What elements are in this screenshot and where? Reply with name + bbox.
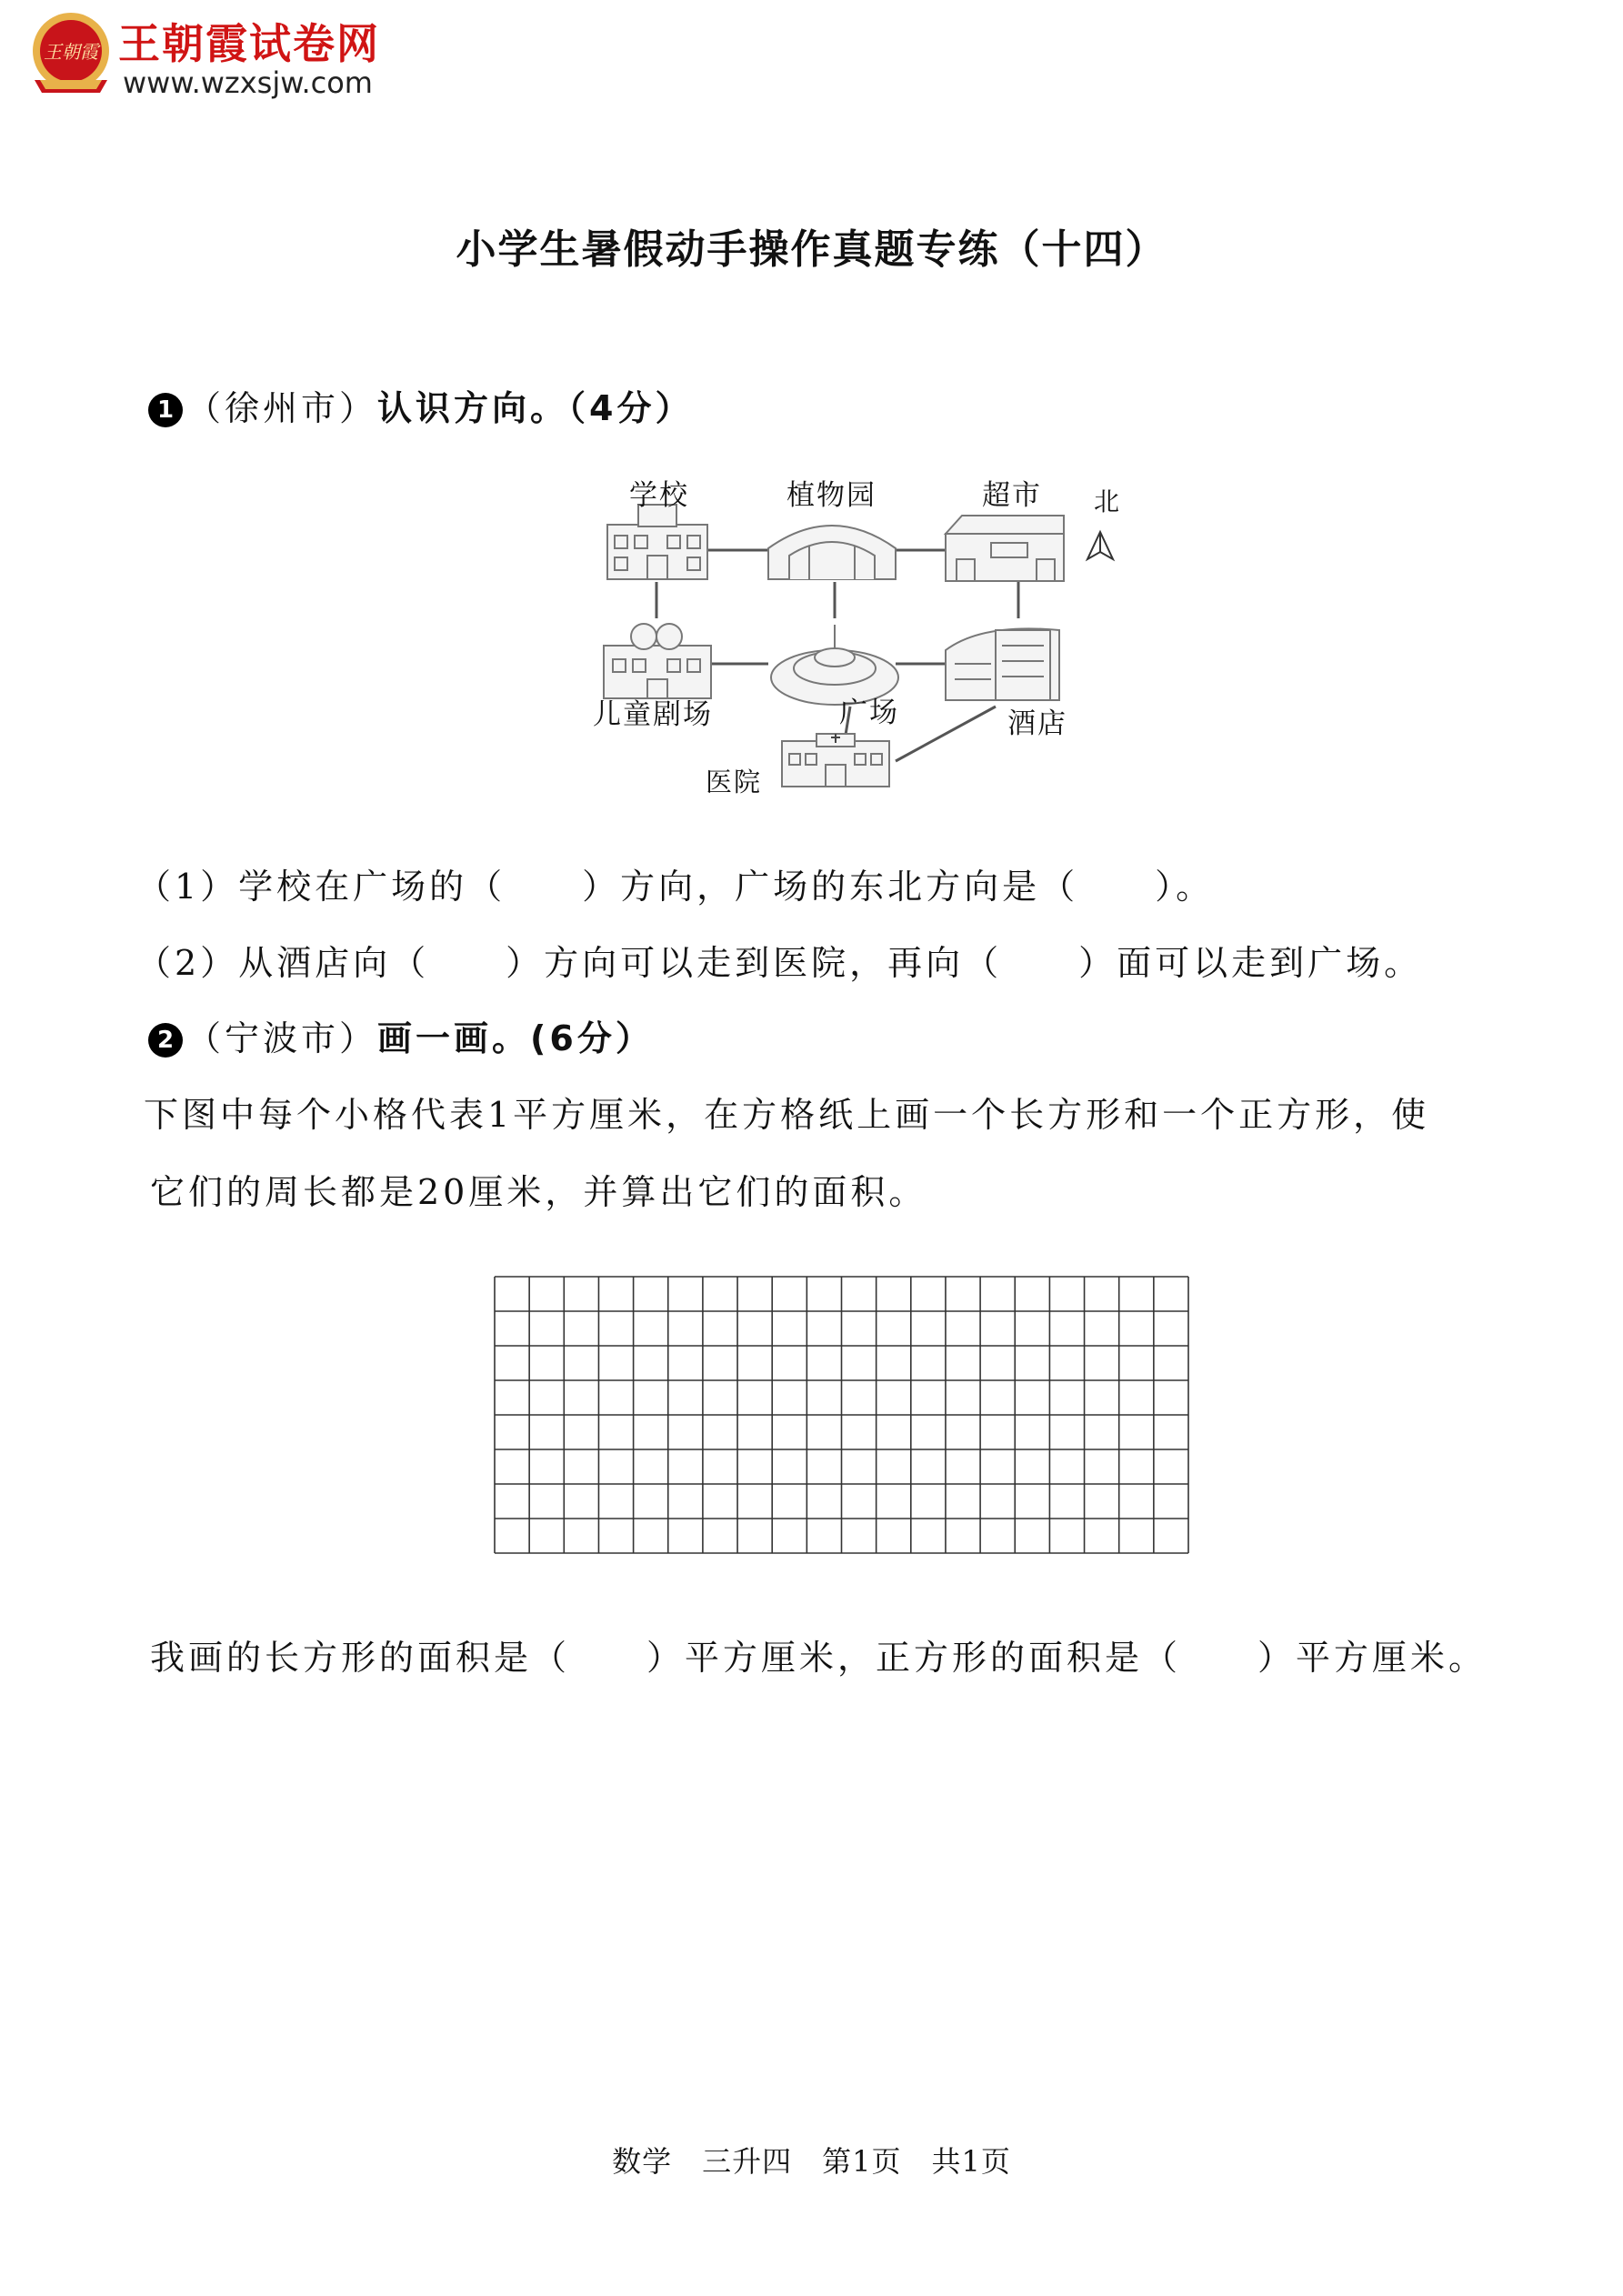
label-garden: 植物园 <box>786 479 877 512</box>
hospital-building-icon <box>782 734 889 787</box>
label-hotel: 酒店 <box>1007 707 1067 740</box>
q2-number-badge: 2 <box>148 1023 183 1058</box>
logo-name: 王朝霞试卷网 <box>118 19 380 68</box>
label-hospital: 医院 <box>706 767 763 797</box>
site-logo <box>27 9 500 109</box>
seal-text: 王朝霞 <box>44 41 98 63</box>
q1-sub1: （1）学校在广场的（ ）方向，广场的东北方向是（ ）。 <box>136 867 1215 907</box>
q2-source: （宁波市） <box>186 1018 378 1058</box>
school-building-icon <box>607 505 707 579</box>
label-theatre: 儿童剧场 <box>593 698 713 731</box>
q1-sub2: （2）从酒店向（ ）方向可以走到医院，再向（ ）面可以走到广场。 <box>136 943 1423 983</box>
logo-url: www.wzxsjw.com <box>123 65 373 100</box>
label-north: 北 <box>1094 486 1122 516</box>
seal-logo-icon <box>27 9 118 100</box>
q1-number-badge: 1 <box>148 393 183 427</box>
q2-title: 画一画。(6分） <box>377 1018 654 1058</box>
grid-paper[interactable] <box>494 1276 1189 1554</box>
north-arrow-icon <box>1087 532 1113 559</box>
q2-instruction-line2: 它们的周长都是20厘米，并算出它们的面积。 <box>150 1172 927 1212</box>
label-square: 广场 <box>839 697 899 729</box>
q2-heading <box>148 1010 654 1060</box>
label-school: 学校 <box>629 479 689 512</box>
garden-greenhouse-icon <box>768 526 896 579</box>
page-title: 小学生暑假动手操作真题专练（十四） <box>456 226 1167 273</box>
page-footer: 数学 三升四 第1页 共1页 <box>612 2144 1011 2179</box>
direction-map <box>582 468 1146 814</box>
q1-source: （徐州市） <box>186 388 378 428</box>
q2-instruction-line1: 下图中每个小格代表1平方厘米，在方格纸上画一个长方形和一个正方形，使 <box>144 1095 1430 1135</box>
q1-heading <box>148 380 693 430</box>
map-drawing <box>582 468 1146 814</box>
theatre-building-icon <box>604 624 711 698</box>
hotel-building-icon <box>946 628 1059 700</box>
q2-answer-line: 我画的长方形的面积是（ ）平方厘米，正方形的面积是（ ）平方厘米。 <box>150 1638 1488 1678</box>
label-supermarket: 超市 <box>982 479 1042 512</box>
q1-title: 认识方向。（4分） <box>377 388 694 428</box>
supermarket-building-icon <box>946 516 1064 581</box>
